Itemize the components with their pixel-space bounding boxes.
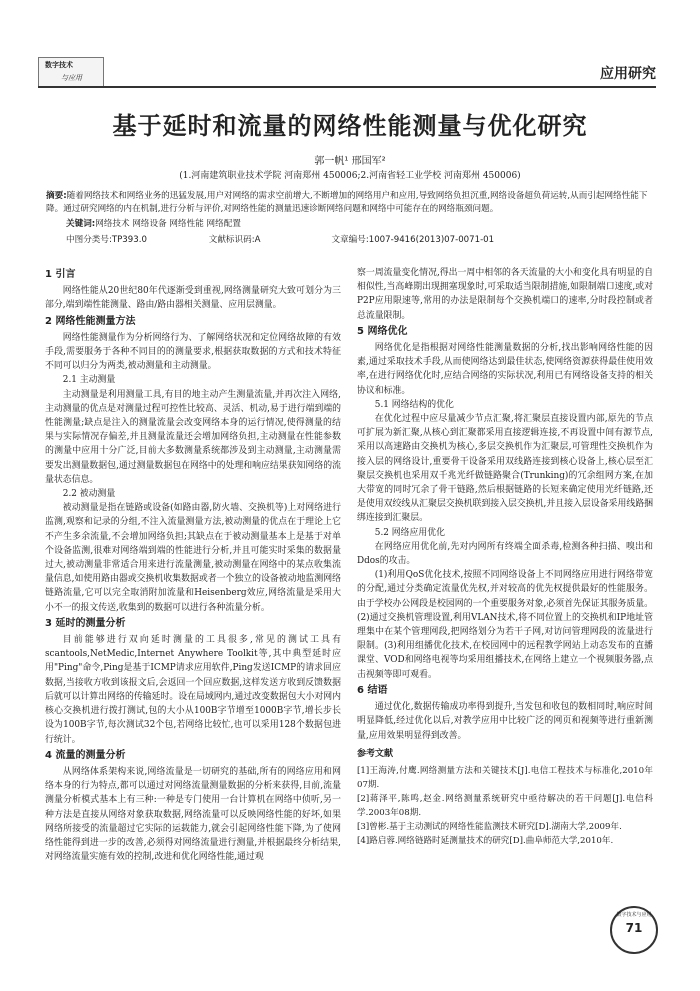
section-heading: 2 网络性能测量方法 (45, 315, 136, 327)
article-no-label: 文章编号: (331, 235, 369, 245)
article-no-field (331, 233, 494, 245)
references-heading: 参考文献 (357, 748, 394, 759)
affiliations: (1.河南建筑职业技术学院 河南郑州 450006;2.河南省轻工业学校 河南郑州 450006) (179, 171, 521, 181)
journal-name-line2: 与应用 (61, 74, 82, 82)
classification-line (66, 233, 654, 245)
abstract-text: 随着网络技术和网络业务的迅猛发展,用户对网络的需求空前增大,不断增加的网络用户和应用,导致网络负担沉重,网络设备超负荷运转,从而引起网络性能下降。通过研究网络的内在机制,进行分析与评价,对网络性能的测量迅速诊断网络问题和网络中可能存在的网络瓶颈问题。 (46, 191, 648, 214)
keywords-text: 网络技术 网络设备 网络性能 网络配置 (95, 219, 241, 229)
abstract-label: 摘要: (46, 191, 67, 201)
clc-value: TP393.0 (111, 235, 147, 245)
doc-code-field (209, 233, 329, 245)
article-no-value: 1007-9416(2013)07-0071-01 (368, 235, 495, 245)
section-heading: 4 流量的测量分析 (45, 749, 126, 761)
paper-title: 基于延时和流量的网络性能测量与优化研究 (112, 112, 588, 140)
seal-text: 数字技术与应用 (616, 912, 652, 918)
reference-item: [1]王海涛,付鹰.网络测量方法和关键技术[J].电信工程技术与标准化,2010年07期. (357, 765, 653, 790)
abstract (46, 190, 654, 216)
paragraph: 在网络应用优化前,先对内网所有终端全面杀毒,检测各种扫描、嗅出和Ddos的攻击。 (357, 541, 653, 567)
paragraph: 网络性能从20世纪80年代逐渐受到重视,网络测量研究大致可划分为三部分,端到端性能测量、路由/路由器相关测量、应用层测量。 (45, 286, 341, 311)
reference-item: [2]蒋泽平,陈鸣,赵金.网络测量系统研究中亟待解决的若干问题[J].电信科学.2003年08期. (357, 793, 653, 818)
page-number-seal (610, 906, 658, 954)
subsection-heading: 5.1 网络结构的优化 (374, 399, 454, 410)
page-number: 71 (625, 921, 643, 935)
paragraph: 察一周流量变化情况,得出一周中相邻的各天流量的大小和变化具有明显的自相似性,当高峰期出现拥塞现象时,可采取适当限制措施,如限制端口速度,或对P2P应用限速等,常用的办法是限制每个交换机端口的速率,分时段控制或者总流量限制。 (357, 268, 653, 321)
paragraph: 主动测量是利用测量工具,有目的地主动产生测量流量,并再次注入网络,主动测量的优点是对测量过程可控性比较高、灵活、机动,易于进行端到端的性能测量;缺点是注入的测量流量会改变网络本身的运行情况,使得测量的结果与实际情况存偏差,并且测量流量还会增加网络负担,主动测量在性能参数的测量中应用十分广泛,目前大多数测量系统都涉及到主动测量,主动测量需要发出测量数据包,通过测量数据包在网络中的处理和响应结果获知网络的流量状态信息。 (45, 389, 341, 485)
clc-label: 中图分类号: (66, 235, 112, 245)
paragraph: (1)利用QoS优化技术,按照不同网络设备上不同网络应用进行网络带宽的分配,通过分类确定流量优先权,并对较高的优先权提供最好的性能服务。由于学校办公网段是校园网的一个重要服务对象,必须首先保证其服务质量。(2)通过交换机管理设置,利用VLAN技术,将不同位置上的交换机和IP地址管理集中在某个管理网段,把网络划分为若干子网,对访问管理网段的流量进行限制。(3)利用组播优化技术,在校园网中的远程教学网站上动态发布的直播课堂、VOD和网络电视等均采用组播技术,在网络上建立一个视频服务器,点击视频等即可观看。 (357, 570, 653, 680)
section-heading: 3 延时的测量分析 (45, 617, 126, 629)
clc-field (66, 233, 206, 245)
paragraph: 目前能够进行双向延时测量的工具很多,常见的测试工具有scantools,NetMedic,Internet Anywhere Toolkit等,其中典型延时应用"Ping"命令,Ping是基于ICMP请求应用软件,Ping发送ICMP的请求回应数据,当接收方收到该报文后,会返回一个回应数据,这样发送方收到反馈数据后就可以计算出网络的传输延时。设在局域网内,通过改变数据包大小对网内核心交换机进行拨打测试,包的大小从100B字节增至1000B字节,增长步长设为100B字节,每次测试32个包,若网络比较忙,也可以采用128个数据包进行统计。 (45, 635, 341, 745)
left-column (45, 266, 341, 864)
paragraph: 被动测量是指在链路或设备(如路由器,防火墙、交换机等)上对网络进行监测,观察和记录的分组,不注入流量测量方法,被动测量的优点在于理论上它不产生多余流量,不会增加网络负担;其缺点在于被动测量基本上是基于对单个设备监测,很难对网络端到端的性能进行分析,并且可能实时采集的数据量过大,被动测量非常适合用来进行流量测量,被动测量在网络中的某点收集流量信息,如使用路由器或交换机收集数据或者一个独立的设备被动地监测网络链路流量,它可以完全取消附加流量和Heisenberg效应,网络流量是采用大小不一的报文传送,收集到的数据可以进行各种流量分析。 (45, 503, 341, 613)
paragraph: 网络性能测量作为分析网络行为、了解网络状况和定位网络故障的有效手段,需要服务于各种不同目的的测量要求,根据获取数据的方式和技术特征不同可以归分为两类,被动测量和主动测量。 (45, 332, 341, 372)
paragraph: 通过优化,数据传输成功率得到提升,当发包和收包的数相同时,响应时间明显降低,经过优化以后,对教学应用中比较广泛的网页和视频等进行重新测量,应用效果明显得到改善。 (357, 702, 653, 741)
reference-item: [4]路启蓉.网络链路时延测量技术的研究[D].曲阜师范大学,2010年. (357, 835, 614, 846)
reference-item: [3]曾彬.基于主动测试的网络性能监测技术研究[D].湖南大学,2009年. (357, 821, 622, 832)
journal-name-line1: 数字技术 (45, 60, 73, 69)
section-heading: 6 结语 (357, 684, 388, 696)
paragraph: 在优化过程中应尽量减少节点汇聚,将汇聚层直接设置内部,原先的节点可扩展为新汇聚,从核心到汇聚都采用直接逻辑连接,不再设置中间有源节点,采用以高速路由交换机为核心,多层交换机作为汇聚层,可管理性交换机作为接入层的网络设计,重要骨干设备采用双线路连接到核心设备上,核心层至汇聚层交换机也采用双千兆光纤做链路聚合(Trunking)的冗余组网方案,在加大带宽的同时冗余了骨干链路,然后根据链路的长短来确定使用光纤链路,还是使用双绞线从汇聚层交换机联到接入层交换机,并且接入层设备采用线路捆绑连接到汇聚层。 (357, 414, 653, 524)
keywords-label: 关键词: (66, 219, 96, 229)
section-heading: 5 网络优化 (357, 325, 408, 337)
header-rule (38, 86, 656, 88)
authors: 郭一帆¹ 邢国军² (314, 156, 386, 167)
paragraph: 从网络体系架构来说,网络流量是一切研究的基础,所有的网络应用和网络本身的行为特点,都可以通过对网络流量测量数据的分析来获得,目前,流量测量分析模式基本上有三种:一种是专门使用一台计算机在网络中侦听,另一种方法是直接从网络对象获取数据,网络流量可以反映网络性能的好坏,如果网络所接受的流量超过它实际的运载能力,就会引起网络性能下降,为了使网络性能得到进一步的改善,必须得对网络流量进行测量,并根据最终分析结果,对网络流量实施有效的控制,改进和优化网络性能,通过观 (45, 766, 341, 863)
section-heading: 1 引言 (45, 269, 76, 280)
doc-code-label: 文献标识码: (208, 235, 255, 245)
subsection-heading: 5.2 网络应用优化 (374, 527, 445, 538)
doc-code-value: A (254, 235, 261, 245)
paragraph: 网络优化是指根据对网络性能测量数据的分析,找出影响网络性能的因素,通过采取技术手段,从而使网络达到最佳状态,使网络资源获得最佳使用效率,在进行网络优化时,应结合网络的实际状况,利用已有网络设备支持的相关协议和标准。 (357, 343, 653, 396)
right-column (357, 266, 653, 848)
journal-badge (38, 57, 104, 87)
subsection-heading: 2.1 主动测量 (62, 375, 116, 386)
section-tag: 应用研究 (600, 66, 656, 82)
subsection-heading: 2.2 被动测量 (62, 489, 116, 500)
keywords (66, 217, 654, 229)
